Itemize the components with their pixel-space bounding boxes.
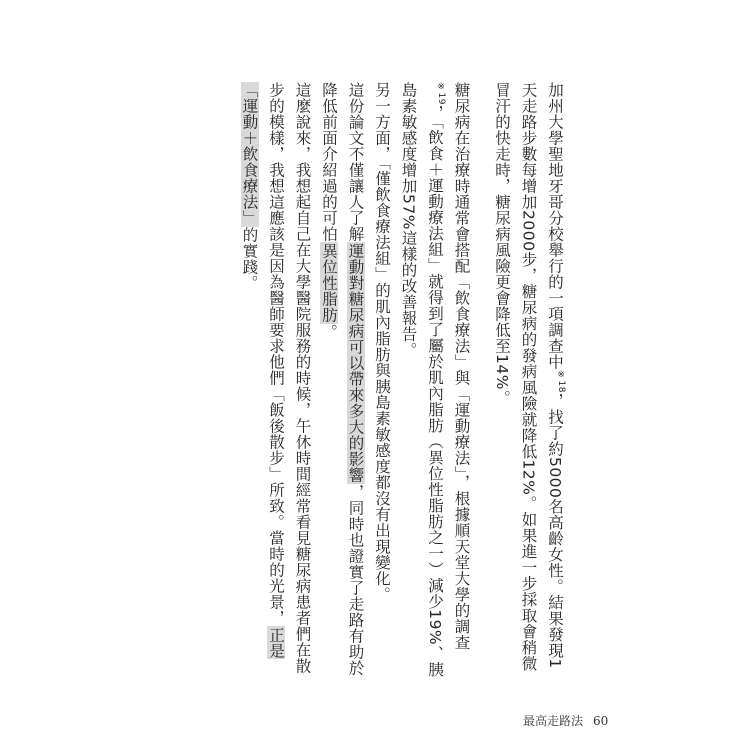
footer-book-title: 最高走路法: [523, 714, 584, 728]
paragraph-2: [395, 82, 475, 682]
paragraph-5-highlight-1: 正是「運動＋飲食療法」: [240, 82, 285, 659]
paragraph-gap: [475, 82, 489, 682]
paragraph-4-text-a: 這份論文不僅讓人了解: [346, 82, 365, 242]
paragraph-2-text-b: ，「飲食＋運動療法組」就得到了屬於肌內脂肪（異位性脂肪之一）減少19%、胰島素敏感度增加57%這樣的改善報告。: [399, 82, 444, 678]
paragraph-5: [236, 82, 316, 682]
page-footer: [523, 712, 608, 729]
paragraph-2-text-a: 糖尿病在治療時通常會搭配「飲食療法」與「運動療法」，根據順天堂大學的調查: [452, 82, 471, 651]
paragraph-4-highlight-1: 運動對糖尿病可以帶來多大的影響: [346, 243, 365, 483]
vertical-text-body: [236, 82, 568, 682]
paragraph-5-text-a: 這麼說來，我想起自己在大學醫院服務的時候，午休時間經常看見糖尿病患者們在散步的模樣，我想這應該是因為醫師要求他們「飯後散步」所致。當時的光景，: [267, 82, 312, 674]
paragraph-5-text-b: 的實踐。: [240, 227, 259, 291]
reference-marker-19: ※19: [436, 82, 447, 105]
paragraph-1-text-b: ，找了約5000名高齡女性。結果發現1天走路步數每增加2000步，糖尿病的發病風險就降低12%。如果進一步採取會稍微冒汗的快走時，糖尿病風險更會降低至14%。: [493, 82, 564, 672]
paragraph-3: [369, 82, 396, 682]
paragraph-4: [316, 82, 369, 682]
paragraph-1: [489, 82, 569, 682]
paragraph-4-text-b: ，同時也證實了走路有助於降低前面介紹過的可怕: [320, 82, 365, 676]
paragraph-4-text-c: 。: [320, 324, 338, 340]
footer-page-number: 60: [593, 714, 609, 728]
paragraph-1-text-a: 加州大學聖地牙哥分校舉行的一項調查中: [546, 82, 564, 370]
reference-marker-18: ※18: [556, 370, 567, 393]
paragraph-3-text-a: 另一方面，「僅飲食療法組」的肌內脂肪與胰島素敏感度都沒有出現變化。: [373, 82, 391, 603]
paragraph-4-highlight-2: 異位性脂肪: [320, 243, 338, 323]
